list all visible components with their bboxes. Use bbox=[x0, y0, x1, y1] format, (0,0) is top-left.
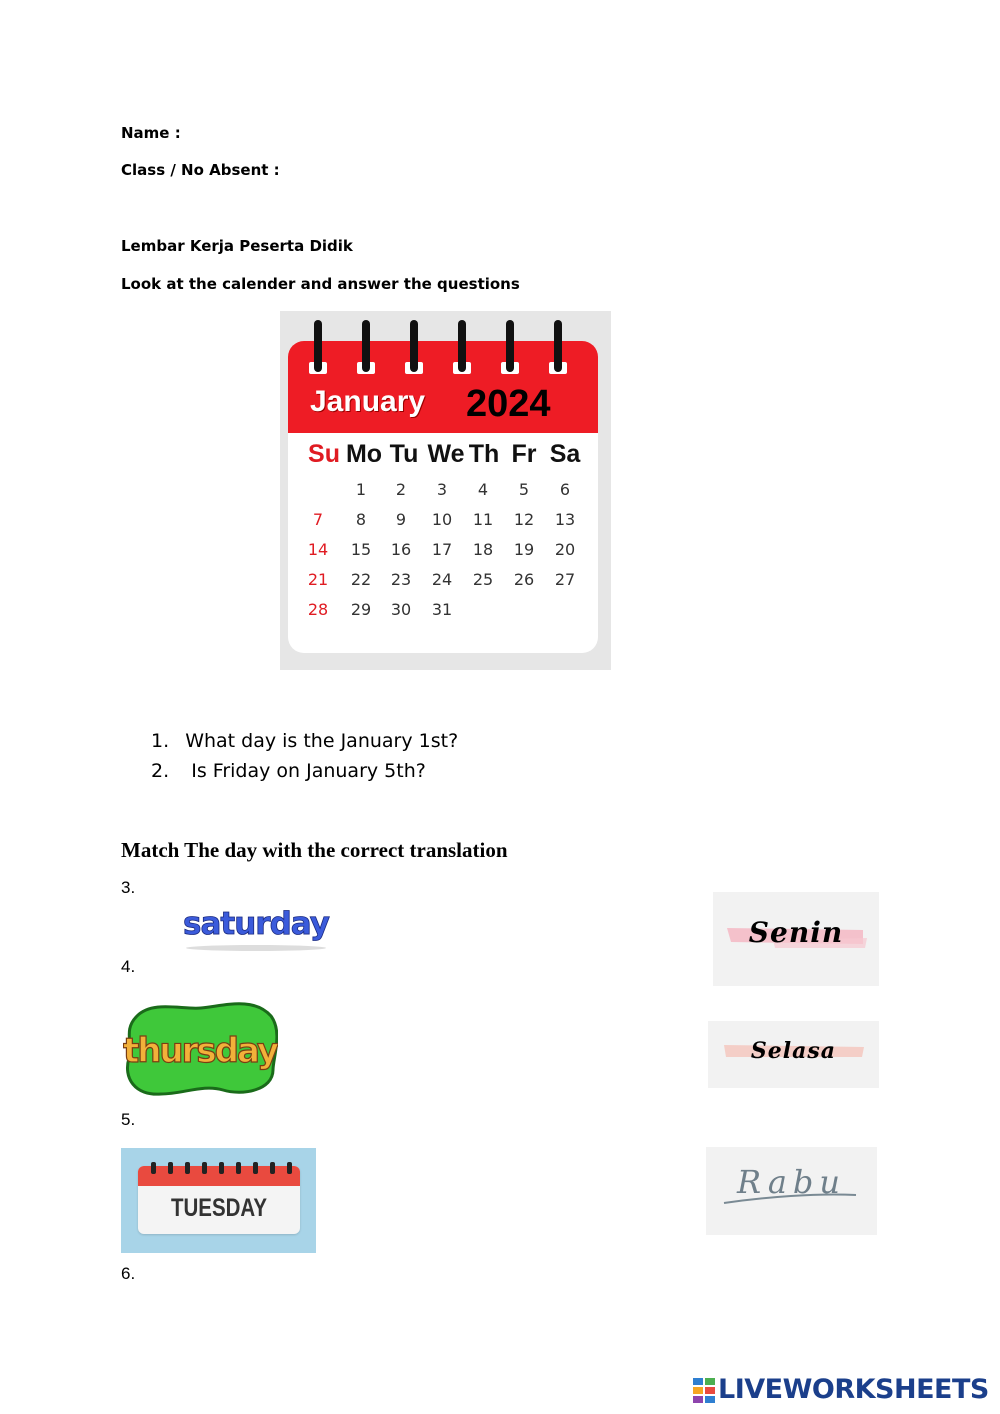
calendar-date: 5 bbox=[518, 480, 530, 499]
calendar-date: 22 bbox=[350, 570, 372, 589]
tuesday-card-ring bbox=[151, 1162, 156, 1174]
question-1 bbox=[151, 730, 458, 752]
calendar-weekday: Sa bbox=[549, 440, 581, 468]
question-text: What day is the January 1st? bbox=[185, 730, 459, 752]
instruction: Look at the calender and answer the questions bbox=[121, 275, 520, 293]
calendar-year: 2024 bbox=[466, 383, 551, 425]
question-number: 1. bbox=[151, 730, 170, 752]
calendar-date: 20 bbox=[554, 540, 576, 559]
selasa-text: Selasa bbox=[750, 1038, 837, 1064]
class-label: Class / No Absent : bbox=[121, 161, 280, 179]
calendar-date: 26 bbox=[513, 570, 535, 589]
calendar-ring bbox=[314, 320, 322, 372]
calendar-weekday: Su bbox=[308, 440, 340, 468]
item-number-4: 4. bbox=[121, 957, 136, 976]
calendar-month: January bbox=[310, 385, 426, 418]
tuesday-card-ring bbox=[287, 1162, 292, 1174]
tuesday-card bbox=[138, 1166, 300, 1234]
thursday-image bbox=[123, 998, 278, 1098]
question-2 bbox=[151, 760, 426, 782]
calendar-ring bbox=[362, 320, 370, 372]
match-title: Match The day with the correct translation bbox=[121, 838, 508, 862]
tuesday-card-ring bbox=[185, 1162, 190, 1174]
calendar-date: 11 bbox=[472, 510, 494, 529]
worksheet-title: Lembar Kerja Peserta Didik bbox=[121, 237, 353, 255]
calendar-date: 4 bbox=[477, 480, 489, 499]
calendar-header bbox=[288, 341, 598, 433]
item-number-6: 6. bbox=[121, 1264, 136, 1283]
calendar-date: 15 bbox=[350, 540, 372, 559]
calendar-weekday: Th bbox=[468, 440, 500, 468]
tuesday-image bbox=[121, 1148, 316, 1253]
saturday-image bbox=[172, 898, 340, 954]
calendar-date: 24 bbox=[431, 570, 453, 589]
calendar-ring bbox=[554, 320, 562, 372]
calendar-ring bbox=[506, 320, 514, 372]
tuesday-card-ring bbox=[270, 1162, 275, 1174]
calendar-date: 19 bbox=[513, 540, 535, 559]
calendar-date: 31 bbox=[431, 600, 453, 619]
calendar-date: 23 bbox=[390, 570, 412, 589]
rabu-image bbox=[706, 1147, 877, 1235]
calendar-date: 21 bbox=[307, 570, 329, 589]
calendar-date: 27 bbox=[554, 570, 576, 589]
calendar-date: 30 bbox=[390, 600, 412, 619]
tuesday-card-ring bbox=[219, 1162, 224, 1174]
thursday-text: thursday bbox=[123, 1031, 278, 1071]
calendar-date: 17 bbox=[431, 540, 453, 559]
calendar-weekday: Fr bbox=[511, 440, 537, 468]
calendar-date: 16 bbox=[390, 540, 412, 559]
tuesday-text: TUESDAY bbox=[170, 1194, 268, 1222]
item-number-3: 3. bbox=[121, 878, 136, 897]
calendar-date: 7 bbox=[312, 510, 324, 529]
calendar-date: 3 bbox=[436, 480, 448, 499]
calendar-weekday: Mo bbox=[345, 440, 383, 468]
tuesday-card-ring bbox=[253, 1162, 258, 1174]
logo-text: LIVEWORKSHEETS bbox=[718, 1374, 989, 1405]
calendar-date: 10 bbox=[431, 510, 453, 529]
calendar-date: 2 bbox=[395, 480, 407, 499]
tuesday-card-ring bbox=[236, 1162, 241, 1174]
question-number: 2. bbox=[151, 760, 170, 782]
calendar-date: 6 bbox=[559, 480, 571, 499]
calendar-date: 18 bbox=[472, 540, 494, 559]
calendar-ring bbox=[410, 320, 418, 372]
calendar-ring bbox=[458, 320, 466, 372]
calendar-date: 1 bbox=[355, 480, 367, 499]
item-number-5: 5. bbox=[121, 1110, 136, 1129]
calendar-date: 8 bbox=[355, 510, 367, 529]
calendar-weekday: Tu bbox=[389, 440, 419, 468]
calendar-date: 14 bbox=[307, 540, 329, 559]
tuesday-card-ring bbox=[168, 1162, 173, 1174]
tuesday-card-ring bbox=[202, 1162, 207, 1174]
liveworksheets-icon bbox=[693, 1378, 715, 1404]
saturday-text: saturday bbox=[183, 906, 329, 942]
senin-text: Senin bbox=[748, 916, 844, 949]
rabu-text: Rabu bbox=[737, 1163, 846, 1201]
calendar-date: 25 bbox=[472, 570, 494, 589]
calendar-date: 29 bbox=[350, 600, 372, 619]
selasa-image bbox=[708, 1021, 879, 1088]
calendar-date: 12 bbox=[513, 510, 535, 529]
senin-image bbox=[713, 892, 879, 986]
calendar-date: 9 bbox=[395, 510, 407, 529]
question-text: Is Friday on January 5th? bbox=[185, 760, 426, 782]
calendar-date: 13 bbox=[554, 510, 576, 529]
name-label: Name : bbox=[121, 124, 181, 142]
calendar-date: 28 bbox=[307, 600, 329, 619]
calendar-weekday: We bbox=[427, 440, 465, 468]
